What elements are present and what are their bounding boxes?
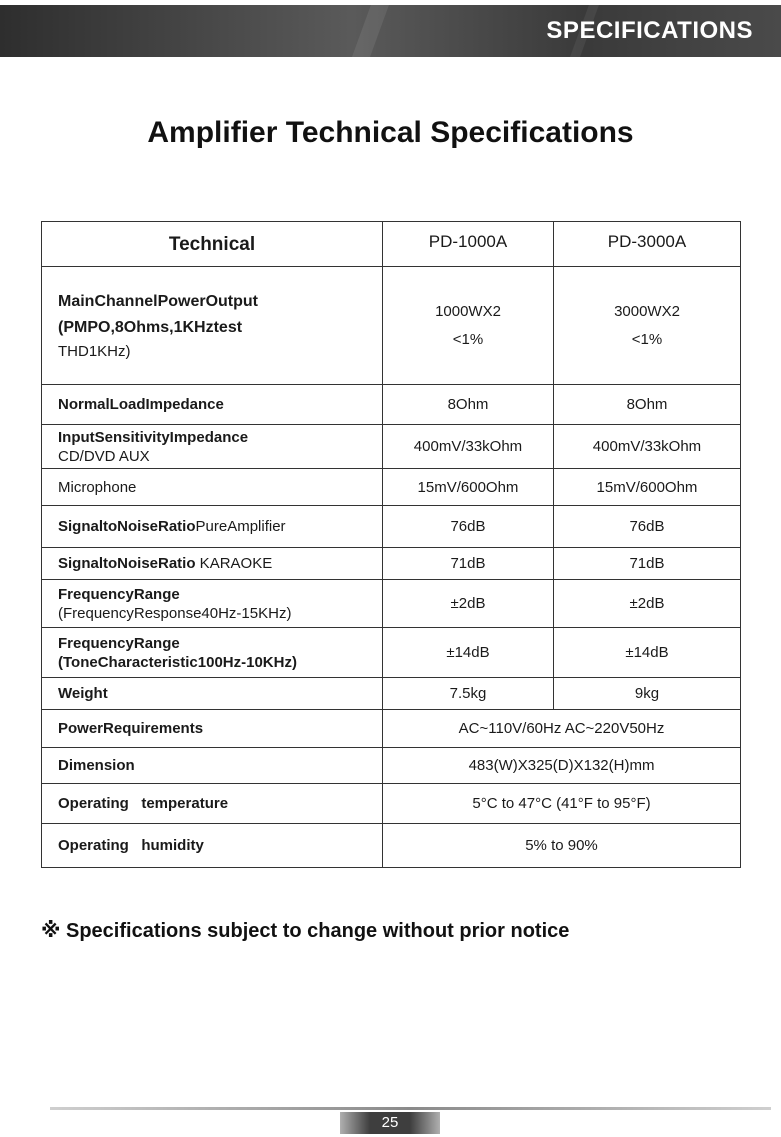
label-line: MainChannelPowerOutput [58, 292, 258, 310]
cell-merged-value: 5% to 90% [383, 824, 741, 868]
header-technical: Technical [42, 222, 383, 267]
row-label: Operating temperature [42, 784, 383, 824]
disclaimer-note: ※ Specifications subject to change without prior notice [41, 920, 570, 942]
row-label [42, 425, 383, 469]
cell-pd-3000a: ±14dB [554, 628, 741, 678]
row-label: Microphone [42, 469, 383, 506]
table-row-operating-humidity [42, 824, 741, 868]
label-line: THD1KHz) [58, 342, 131, 360]
row-label [42, 267, 383, 385]
value-power: 1000WX2 [435, 302, 501, 320]
cell-pd-1000a: 76dB [383, 506, 554, 548]
cell-pd-3000a: 9kg [554, 678, 741, 710]
specifications-table [41, 221, 741, 868]
row-label: NormalLoadImpedance [42, 385, 383, 425]
cell-pd-1000a: 71dB [383, 548, 554, 580]
cell-pd-3000a: 76dB [554, 506, 741, 548]
table-row-tone-characteristic [42, 628, 741, 678]
row-label: PowerRequirements [42, 710, 383, 748]
row-label: Dimension [42, 748, 383, 784]
cell-pd-3000a: 400mV/33kOhm [554, 425, 741, 469]
label-bold: SignaltoNoiseRatio [58, 518, 196, 535]
footer-divider [50, 1107, 771, 1110]
table-row-microphone [42, 469, 741, 506]
cell-pd-1000a [383, 267, 554, 385]
label-bold: SignaltoNoiseRatio [58, 555, 196, 572]
cell-merged-value: AC~110V/60Hz AC~220V50Hz [383, 710, 741, 748]
cell-pd-1000a: 7.5kg [383, 678, 554, 710]
row-label: Weight [42, 678, 383, 710]
value-thd: <1% [452, 330, 484, 348]
header-bar [0, 5, 781, 57]
table-row-power-requirements [42, 710, 741, 748]
label-line: (PMPO,8Ohms,1KHztest [58, 318, 243, 336]
table-row-load-impedance [42, 385, 741, 425]
value-thd: <1% [631, 330, 663, 348]
label-line: (FrequencyResponse40Hz-15KHz) [58, 604, 292, 622]
table-row-dimension [42, 748, 741, 784]
table-row-operating-temperature [42, 784, 741, 824]
header-pd-1000a: PD-1000A [383, 222, 554, 267]
table-row-power-output [42, 267, 741, 385]
cell-pd-1000a: 15mV/600Ohm [383, 469, 554, 506]
label-line: (ToneCharacteristic100Hz-10KHz) [58, 653, 297, 671]
cell-pd-1000a: ±2dB [383, 580, 554, 628]
table-header-row [42, 222, 741, 267]
row-label: Operating humidity [42, 824, 383, 868]
cell-pd-3000a [554, 267, 741, 385]
table-row-snr-pure-amplifier [42, 506, 741, 548]
row-label [42, 628, 383, 678]
cell-pd-3000a: 15mV/600Ohm [554, 469, 741, 506]
row-label [42, 506, 383, 548]
cell-merged-value: 483(W)X325(D)X132(H)mm [383, 748, 741, 784]
row-label [42, 548, 383, 580]
label-line: FrequencyRange [58, 634, 180, 652]
table-row-weight [42, 678, 741, 710]
header-pd-3000a: PD-3000A [554, 222, 741, 267]
cell-pd-1000a: 400mV/33kOhm [383, 425, 554, 469]
page-title: Amplifier Technical Specifications [147, 116, 634, 149]
label-line: InputSensitivityImpedance [58, 428, 249, 446]
cell-pd-1000a: ±14dB [383, 628, 554, 678]
label-line: FrequencyRange [58, 585, 180, 603]
label-rest: PureAmplifier [195, 518, 286, 535]
cell-pd-3000a: 71dB [554, 548, 741, 580]
row-label [42, 580, 383, 628]
cell-merged-value: 5°C to 47°C (41°F to 95°F) [383, 784, 741, 824]
page-number: 25 [340, 1112, 440, 1134]
cell-pd-3000a: 8Ohm [554, 385, 741, 425]
cell-pd-1000a: 8Ohm [383, 385, 554, 425]
label-rest: KARAOKE [195, 555, 273, 572]
table-row-snr-karaoke [42, 548, 741, 580]
value-power: 3000WX2 [614, 302, 680, 320]
table-row-input-sensitivity [42, 425, 741, 469]
table-row-frequency-response [42, 580, 741, 628]
label-line: CD/DVD AUX [58, 447, 150, 465]
section-title: SPECIFICATIONS [546, 17, 753, 44]
cell-pd-3000a: ±2dB [554, 580, 741, 628]
